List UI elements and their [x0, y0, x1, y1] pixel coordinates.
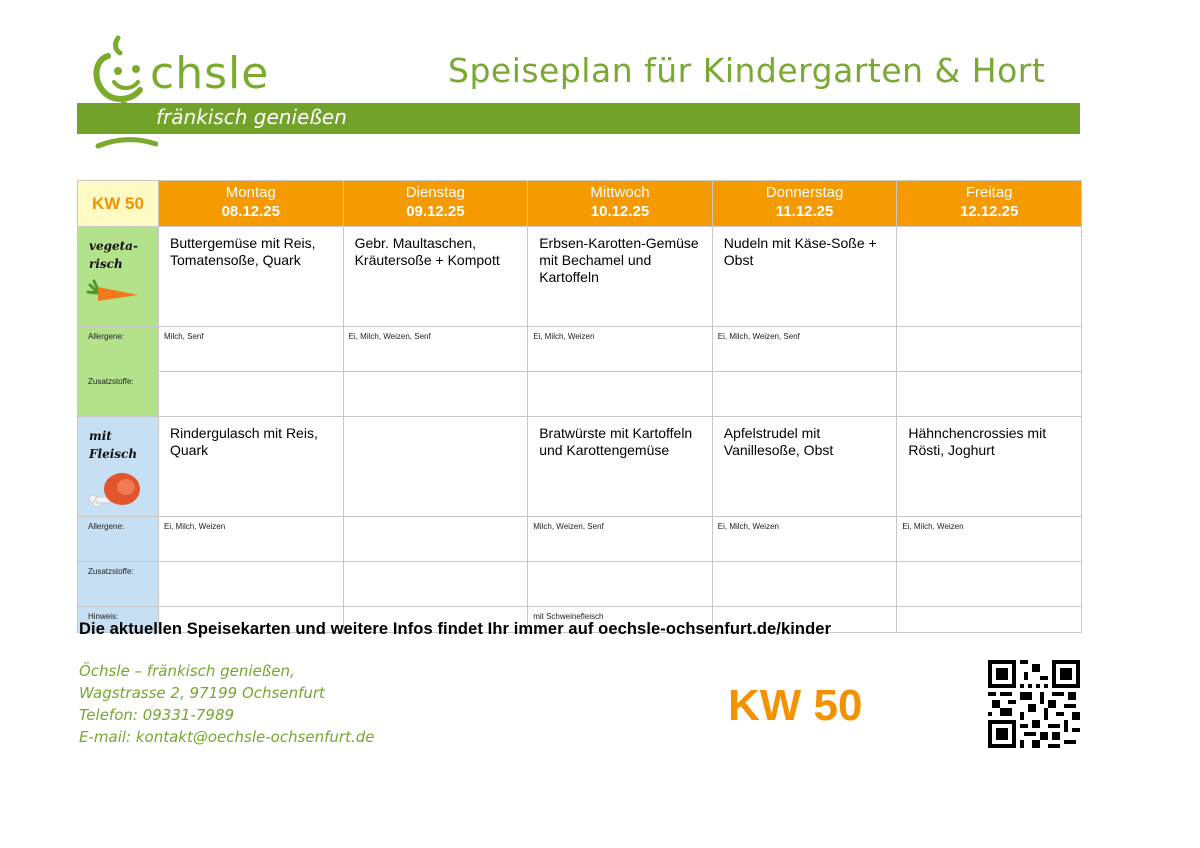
address-line: Wagstrasse 2, 97199 Ochsenfurt	[79, 684, 325, 702]
veg-allergens-wednesday: Ei, Milch, Weizen	[528, 327, 713, 372]
meat-additives-friday	[897, 562, 1082, 607]
meat-label-line1: mit	[89, 429, 112, 443]
meat-allergens-tuesday	[343, 517, 528, 562]
veg-additives-thursday	[712, 372, 897, 417]
meat-allergens-friday: Ei, Milch, Weizen	[897, 517, 1082, 562]
meat-additives-row	[78, 562, 1082, 607]
week-big-label: KW 50	[728, 681, 863, 730]
veg-meal-monday: Buttergemüse mit Reis, Tomatensoße, Quark	[159, 227, 344, 327]
meat-additives-wednesday	[528, 562, 713, 607]
veg-label-line2: risch	[89, 257, 123, 271]
meat-allergens-row	[78, 517, 1082, 562]
day-name: Mittwoch	[590, 184, 650, 201]
page-title: Speiseplan für Kindergarten & Hort	[448, 51, 1046, 90]
brand-tagline: fränkisch genießen	[156, 105, 347, 129]
veg-additives-row	[78, 372, 1082, 417]
carrot-icon	[86, 277, 142, 307]
meat-meal-wednesday: Bratwürste mit Kartoffeln und Karottengemüse	[528, 417, 713, 517]
meat-hint-friday	[897, 607, 1082, 633]
meat-meal-row	[78, 417, 1082, 517]
veg-allergens-thursday: Ei, Milch, Weizen, Senf	[712, 327, 897, 372]
veg-allergens-monday: Milch, Senf	[159, 327, 344, 372]
address-line: Öchsle – fränkisch genießen,	[79, 662, 295, 680]
address-line: E-mail: kontakt@oechsle-ochsenfurt.de	[79, 728, 375, 746]
info-line: Die aktuellen Speisekarten und weitere Infos findet Ihr immer auf oechsle-ochsenfurt.de/kinder	[79, 620, 832, 638]
veg-additives-tuesday	[343, 372, 528, 417]
veg-meal-thursday: Nudeln mit Käse-Soße + Obst	[712, 227, 897, 327]
veg-allergens-tuesday: Ei, Milch, Weizen, Senf	[343, 327, 528, 372]
meat-meal-friday: Hähnchencrossies mit Rösti, Joghurt	[897, 417, 1082, 517]
allergens-label: Allergene:	[78, 517, 159, 562]
veg-label-line1: vegeta-	[89, 239, 138, 253]
veg-label-cell	[78, 227, 159, 327]
meat-additives-monday	[159, 562, 344, 607]
allergens-label: Allergene:	[78, 327, 159, 372]
veg-meal-friday	[897, 227, 1082, 327]
address-block	[79, 660, 374, 748]
day-name: Donnerstag	[765, 184, 844, 201]
day-header-wednesday	[528, 181, 713, 227]
meat-meal-monday: Rindergulasch mit Reis, Quark	[159, 417, 344, 517]
day-header-thursday	[712, 181, 897, 227]
hint-label: Hinweis:	[78, 607, 159, 633]
day-name: Dienstag	[405, 184, 465, 201]
additives-label: Zusatzstoffe:	[78, 562, 159, 607]
veg-additives-friday	[897, 372, 1082, 417]
veg-allergens-row	[78, 327, 1082, 372]
additives-label: Zusatzstoffe:	[78, 372, 159, 417]
meat-additives-tuesday	[343, 562, 528, 607]
meat-label-line2: Fleisch	[89, 447, 138, 461]
day-date: 12.12.25	[959, 203, 1019, 220]
meat-allergens-thursday: Ei, Milch, Weizen	[712, 517, 897, 562]
brand-name: chsle	[150, 48, 270, 99]
day-date: 10.12.25	[590, 203, 650, 220]
day-date: 11.12.25	[775, 203, 834, 220]
veg-meal-wednesday: Erbsen-Karotten-Gemüse mit Bechamel und Kartoffeln	[528, 227, 713, 327]
address-line: Telefon: 09331-7989	[79, 706, 235, 724]
menu-table	[77, 180, 1082, 633]
day-date: 08.12.25	[221, 203, 280, 220]
meat-additives-thursday	[712, 562, 897, 607]
meat-hint-wednesday: mit Schweinefleisch	[528, 607, 713, 633]
header-row	[78, 181, 1082, 227]
meat-label-cell	[78, 417, 159, 517]
meat-meal-tuesday	[343, 417, 528, 517]
week-cell: KW 50	[78, 181, 159, 227]
qr-code-icon[interactable]	[988, 660, 1080, 748]
veg-meal-row	[78, 227, 1082, 327]
veg-additives-wednesday	[528, 372, 713, 417]
day-header-monday	[159, 181, 344, 227]
veg-allergens-friday	[897, 327, 1082, 372]
day-date: 09.12.25	[406, 203, 465, 220]
meat-meal-thursday: Apfelstrudel mit Vanillesoße, Obst	[712, 417, 897, 517]
day-name: Freitag	[965, 184, 1013, 201]
logo-glass-icon	[88, 34, 158, 152]
day-header-tuesday	[343, 181, 528, 227]
day-header-friday	[897, 181, 1082, 227]
veg-meal-tuesday: Gebr. Maultaschen, Kräutersoße + Kompott	[343, 227, 528, 327]
meat-allergens-monday: Ei, Milch, Weizen	[159, 517, 344, 562]
veg-additives-monday	[159, 372, 344, 417]
day-name: Montag	[225, 184, 276, 201]
meat-allergens-wednesday: Milch, Weizen, Senf	[528, 517, 713, 562]
ham-icon	[86, 469, 142, 509]
